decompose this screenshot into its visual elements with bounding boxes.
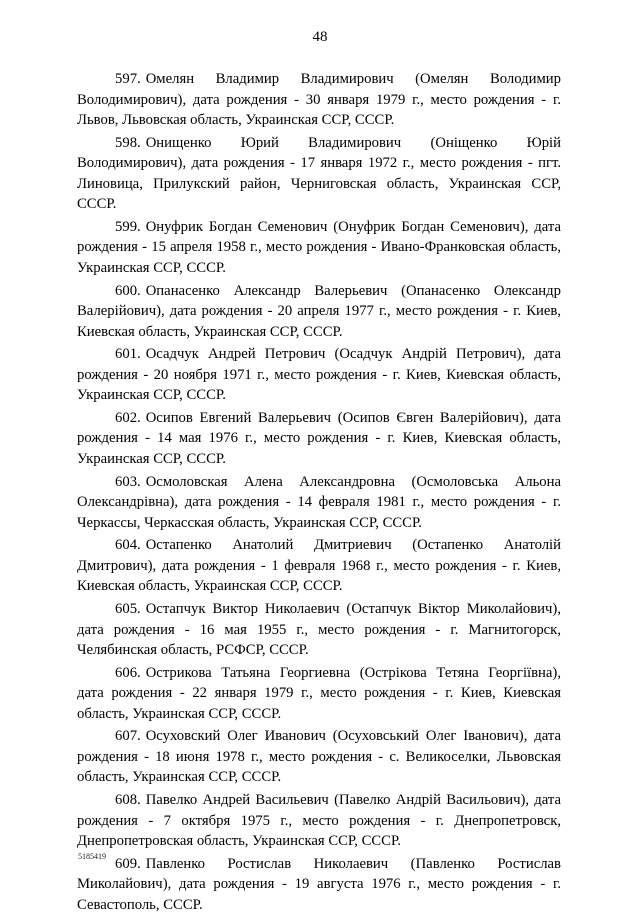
- entry-text: Остапенко Анатолий Дмитриевич (Остапенко Анатолій Дмитрович), дата рождения - 1 февраля 1968 г., место рождения - г. Киев, Киевская область, Украинская ССР, СССР.: [77, 537, 561, 595]
- entry-text: Павленко Ростислав Николаевич (Павленко Ростислав Миколайович), дата рождения - 19 августа 1976 г., место рождения - г. Севастополь, СССР.: [77, 855, 561, 913]
- entry-list: [77, 69, 561, 917]
- list-item: [77, 726, 561, 788]
- entry-number: 605.: [115, 601, 141, 617]
- entry-number: 600.: [115, 282, 141, 299]
- entry-text: Омелян Владимир Владимирович (Омелян Володимир Володимирович), дата рождения - 30 января 1979 г., место рождения - г. Львов, Львовская область, Украинская ССР, СССР.: [77, 71, 561, 128]
- list-item: [77, 133, 561, 215]
- entry-text: Острикова Татьяна Георгиевна (Острікова Тетяна Георгіївна), дата рождения - 22 января 1979 г., место рождения - г. Киев, Киевская область, Украинская ССР, СССР.: [77, 664, 561, 722]
- entry-number: 599.: [115, 218, 141, 235]
- entry-number: 597.: [115, 71, 141, 87]
- entry-text: Осипов Евгений Валерьевич (Осипов Євген Валерійович), дата рождения - 14 мая 1976 г., место рождения - г. Киев, Киевская область, Украинская ССР, СССР.: [77, 409, 561, 467]
- entry-number: 601.: [115, 346, 141, 363]
- list-item: [77, 344, 561, 406]
- list-item: [77, 408, 561, 470]
- entry-text: Остапчук Виктор Николаевич (Остапчук Віктор Миколайович), дата рождения - 16 мая 1955 г., место рождения - г. Магнитогорск, Челябинская область, РСФСР, СССР.: [77, 601, 561, 658]
- list-item: [77, 69, 561, 131]
- entry-text: Осадчук Андрей Петрович (Осадчук Андрій Петрович), дата рождения - 20 ноября 1971 г., место рождения - г. Киев, Киевская область, Украинская ССР, СССР.: [77, 346, 561, 404]
- entry-number: 606.: [115, 664, 141, 681]
- entry-number: 604.: [115, 537, 141, 554]
- entry-number: 608.: [115, 792, 141, 809]
- entry-text: Осуховский Олег Иванович (Осуховський Олег Іванович), дата рождения - 18 июня 1978 г., место рождения - с. Великоселки, Львовская область, Украинская ССР, СССР.: [77, 728, 561, 786]
- list-item: [77, 472, 561, 534]
- entry-number: 609.: [115, 855, 141, 872]
- list-item: [77, 281, 561, 343]
- list-item: [77, 663, 561, 725]
- list-item: [77, 790, 561, 852]
- entry-number: 607.: [115, 728, 141, 745]
- list-item: [77, 535, 561, 597]
- entry-number: 602.: [115, 409, 141, 426]
- list-item: [77, 854, 561, 916]
- document-code: 5185419: [78, 852, 106, 861]
- list-item: [77, 217, 561, 279]
- page-number: 48: [312, 29, 328, 45]
- list-item: [77, 599, 561, 661]
- entry-text: Онуфрик Богдан Семенович (Онуфрик Богдан Семенович), дата рождения - 15 апреля 1958 г., место рождения - Ивано-Франковская область, Украинская ССР, СССР.: [77, 218, 561, 276]
- entry-number: 603.: [115, 473, 141, 490]
- entry-text: Павелко Андрей Васильевич (Павелко Андрій Васильович), дата рождения - 7 октября 1975 г., место рождения - г. Днепропетровск, Днепропетровская область, Украинская ССР, СССР.: [77, 792, 561, 850]
- entry-text: Онищенко Юрий Владимирович (Оніщенко Юрій Володимирович), дата рождения - 17 января 1972 г., место рождения - пгт. Линовица, Прилукский район, Черниговская область, Украинская ССР, СССР.: [77, 134, 561, 213]
- entry-text: Опанасенко Александр Валерьевич (Опанасенко Олександр Валерійович), дата рождения - 20 апреля 1977 г., место рождения - г. Киев, Киевская область, Украинская ССР, СССР.: [77, 282, 561, 340]
- entry-text: Осмоловская Алена Александровна (Осмоловська Альона Олександрівна), дата рождения - 14 февраля 1981 г., место рождения - г. Черкассы, Черкасская область, Украинская ССР, СССР.: [77, 473, 561, 531]
- entry-number: 598.: [115, 134, 141, 151]
